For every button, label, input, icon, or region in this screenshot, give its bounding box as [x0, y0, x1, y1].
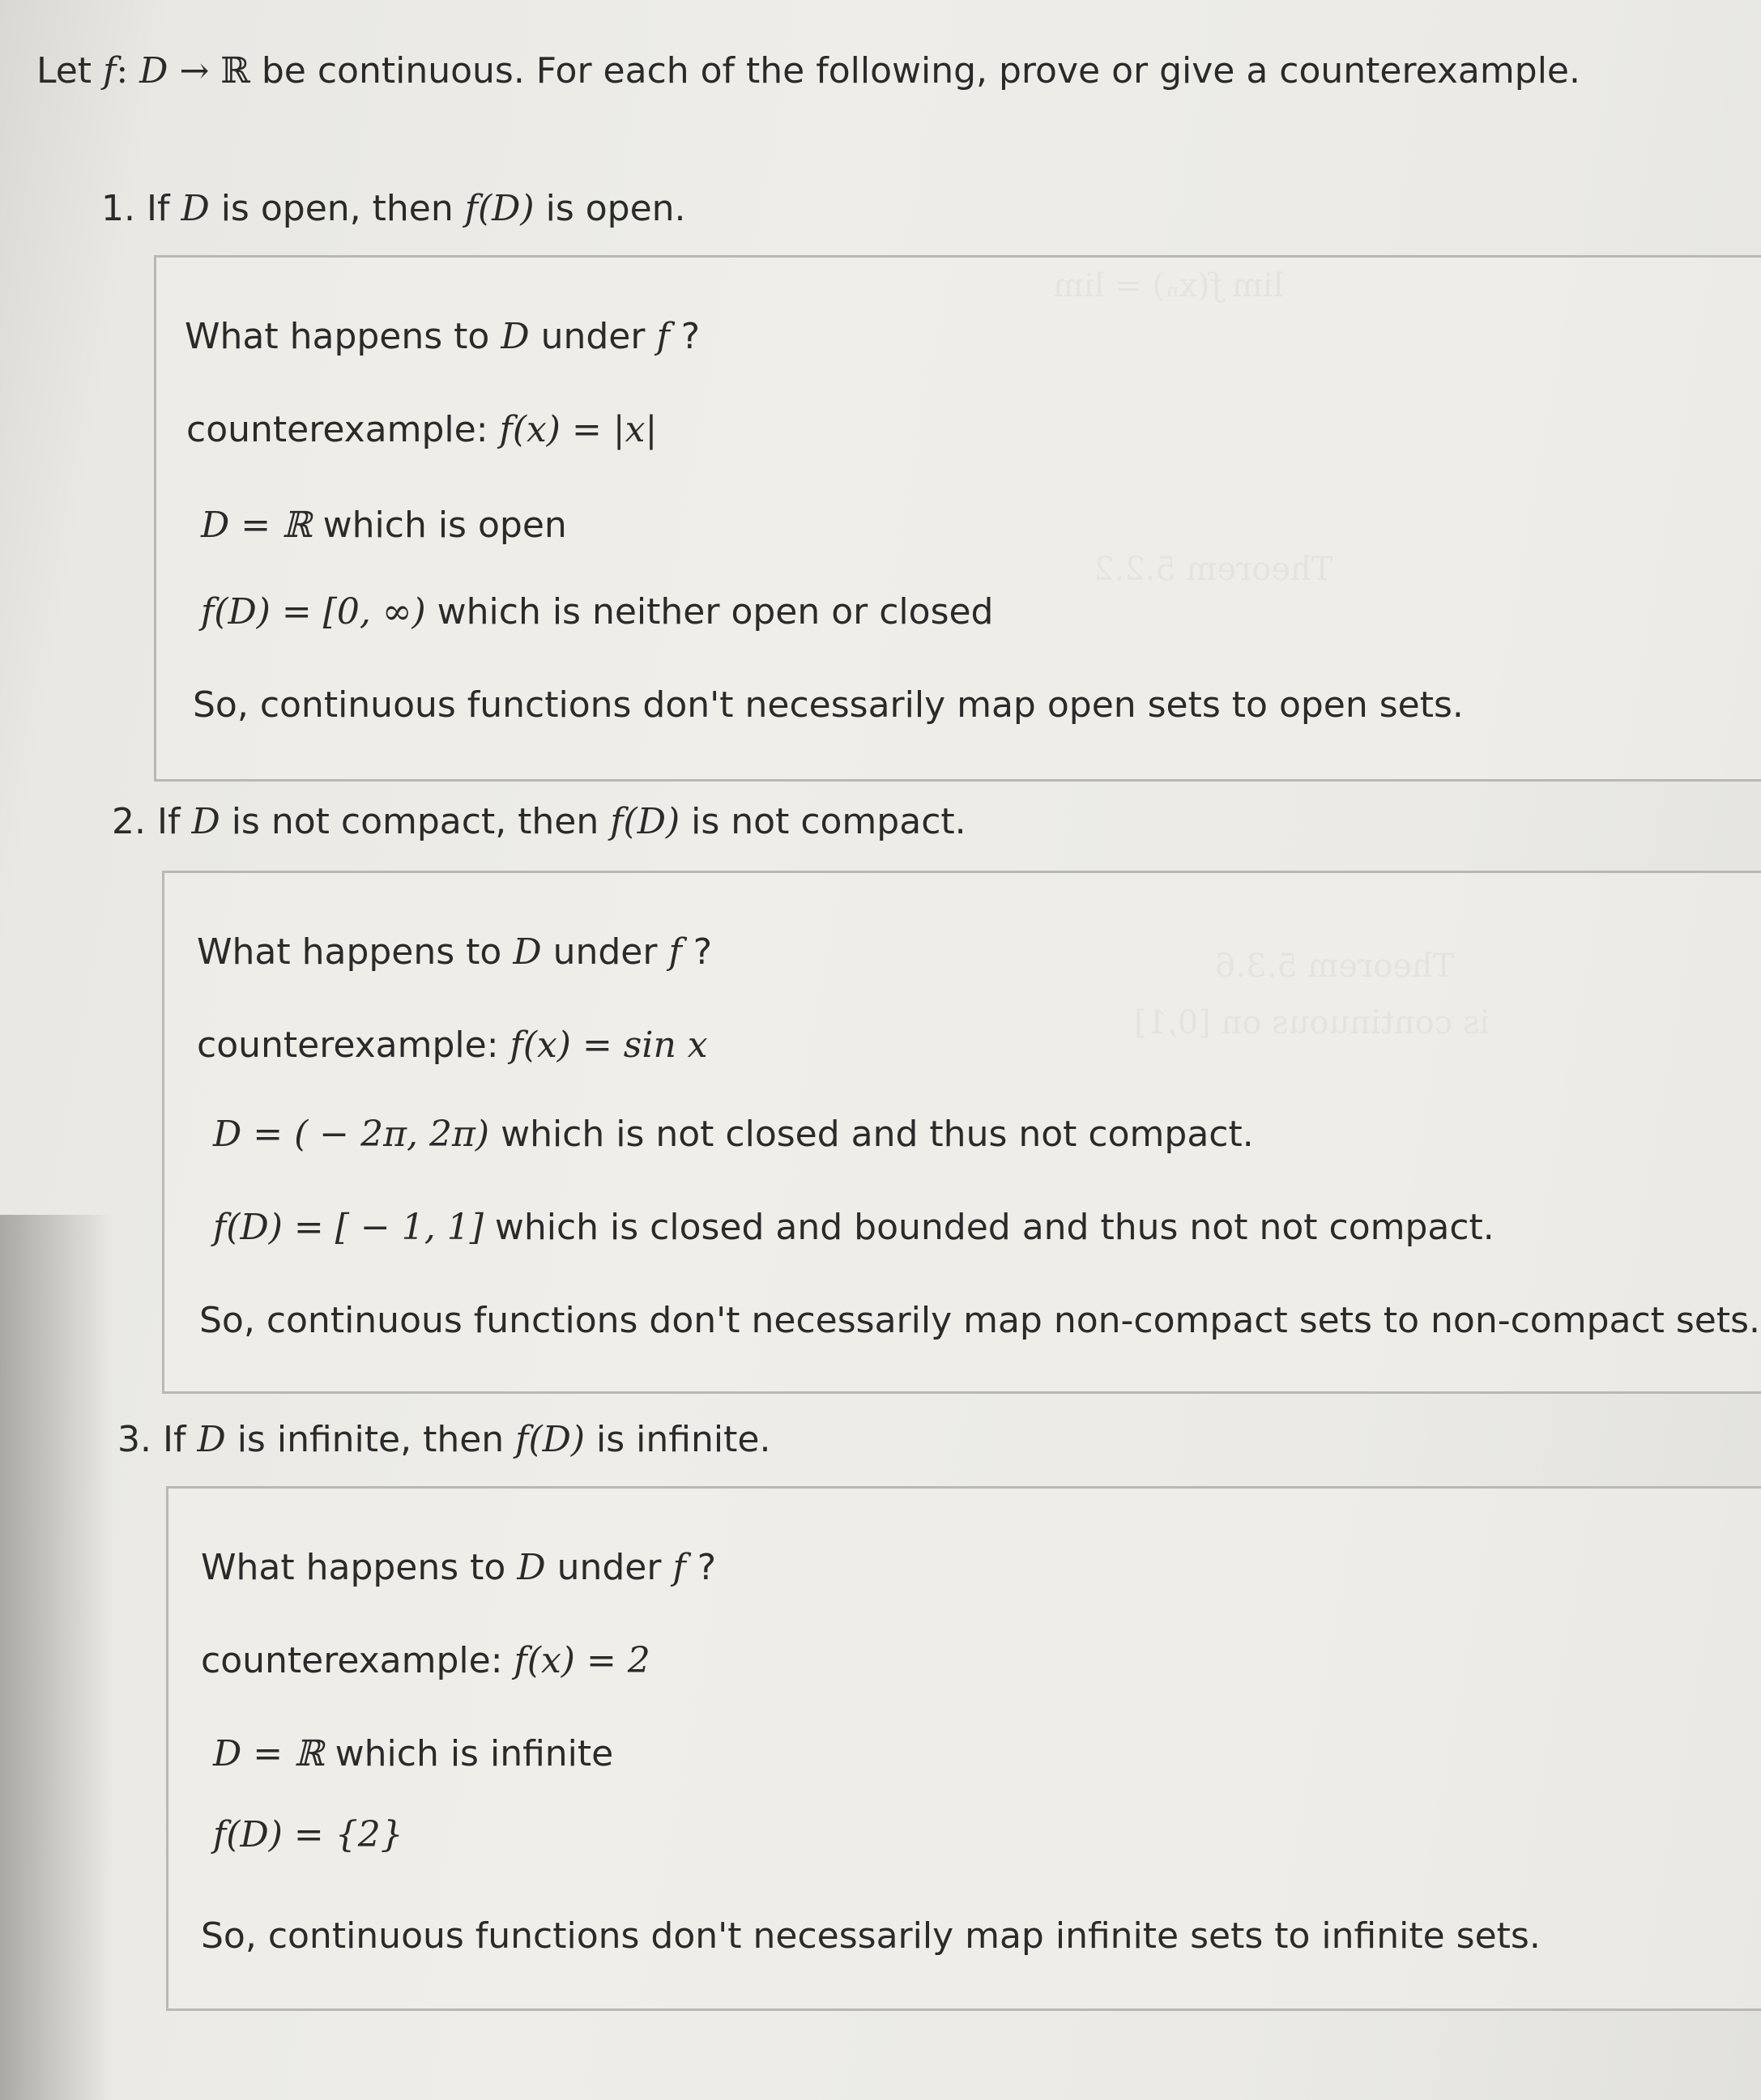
- item-1-answer-box: [154, 255, 1761, 782]
- item-2-question: What happens to D under f ?: [197, 931, 713, 973]
- item-1-counterexample: counterexample: f(x) = |x|: [186, 409, 658, 450]
- item-1-image: f(D) = [0, ∞) which is neither open or closed: [201, 591, 994, 633]
- item-2-image: f(D) = [ − 1, 1] which is closed and bounded and thus not not compact.: [213, 1207, 1495, 1248]
- item-3-conclusion: So, continuous functions don't necessarily map infinite sets to infinite sets.: [201, 1915, 1541, 1957]
- item-3-statement: 3. If D is infinite, then f(D) is infinite.: [117, 1419, 771, 1460]
- item-2-domain: D = ( − 2π, 2π) which is not closed and thus not compact.: [213, 1114, 1254, 1155]
- item-3-counterexample: counterexample: f(x) = 2: [201, 1640, 650, 1681]
- item-2-conclusion: So, continuous functions don't necessarily map non-compact sets to non-compact sets.: [199, 1300, 1761, 1341]
- item-3-question: What happens to D under f ?: [201, 1547, 717, 1588]
- item-3-image: f(D) = {2}: [213, 1814, 403, 1855]
- problem-statement: Let f: D → ℝ be continuous. For each of the following, prove or give a counterexample.: [36, 50, 1580, 92]
- item-1-statement: 1. If D is open, then f(D) is open.: [101, 188, 686, 229]
- item-3-answer-box: [166, 1486, 1761, 2011]
- item-1-question: What happens to D under f ?: [185, 316, 701, 357]
- item-3-domain: D = ℝ which is infinite: [213, 1733, 614, 1774]
- item-1-domain: D = ℝ which is open: [201, 505, 567, 546]
- item-1-conclusion: So, continuous functions don't necessarily map open sets to open sets.: [193, 684, 1464, 726]
- page-shadow: [0, 1215, 113, 2100]
- item-2-statement: 2. If D is not compact, then f(D) is not compact.: [112, 801, 966, 842]
- item-2-answer-box: [162, 871, 1761, 1394]
- item-2-counterexample: counterexample: f(x) = sin x: [197, 1024, 708, 1066]
